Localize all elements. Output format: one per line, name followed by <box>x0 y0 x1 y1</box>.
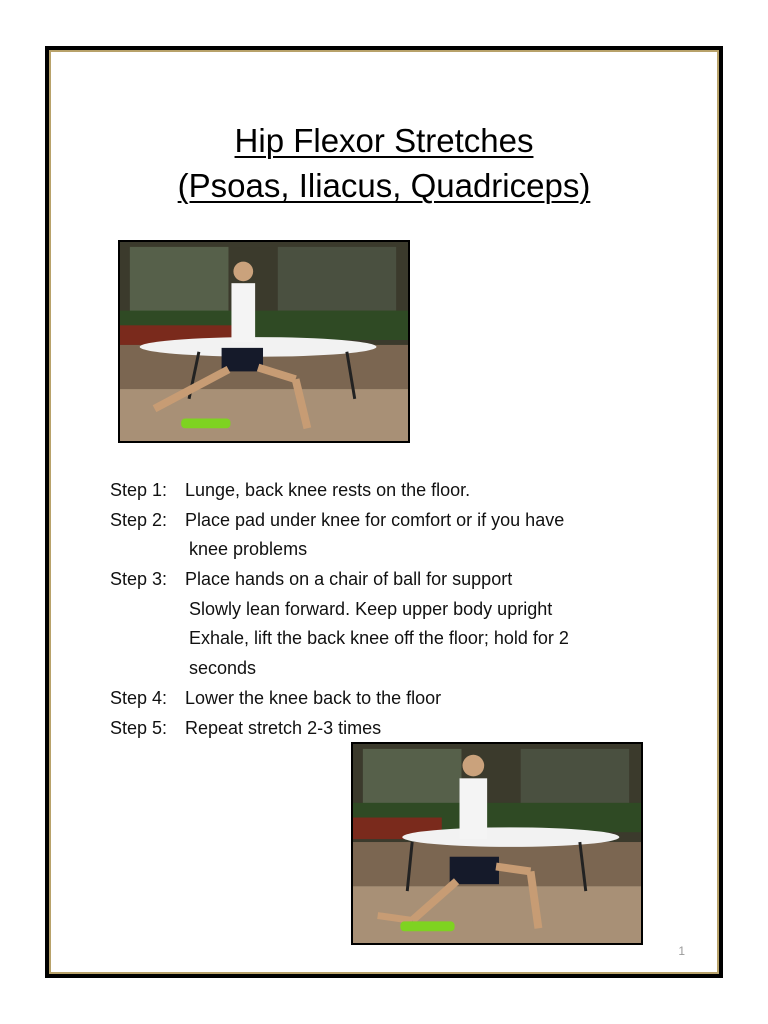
step-row: Step 2: Place pad under knee for comfort or if you have <box>110 509 565 530</box>
photo-lunge-standing <box>118 240 410 443</box>
step-continuation: seconds <box>189 658 257 679</box>
page-inner-border <box>49 50 719 974</box>
step-row: Step 4: Lower the knee back to the floor <box>110 687 442 708</box>
instruction-steps <box>110 476 670 743</box>
title-line-1: Hip Flexor Stretches <box>234 122 534 159</box>
page-frame <box>45 46 723 978</box>
step-continuation: Slowly lean forward. Keep upper body upright <box>189 598 553 619</box>
knee-pad <box>400 921 454 931</box>
step-row: Step 1: Lunge, back knee rests on the floor. <box>110 480 471 500</box>
knee-pad <box>181 418 230 428</box>
page-number: 1 <box>678 944 685 958</box>
step-row: Step 3: Place hands on a chair of ball for support <box>110 569 513 590</box>
step-continuation: Exhale, lift the back knee off the floor; hold for 2 <box>189 628 569 649</box>
title-line-2: (Psoas, Iliacus, Quadriceps) <box>177 167 591 204</box>
photo-lunge-kneeling <box>351 742 643 945</box>
page-title <box>51 118 717 208</box>
step-continuation: knee problems <box>189 539 308 560</box>
step-row: Step 5: Repeat stretch 2-3 times <box>110 717 382 738</box>
